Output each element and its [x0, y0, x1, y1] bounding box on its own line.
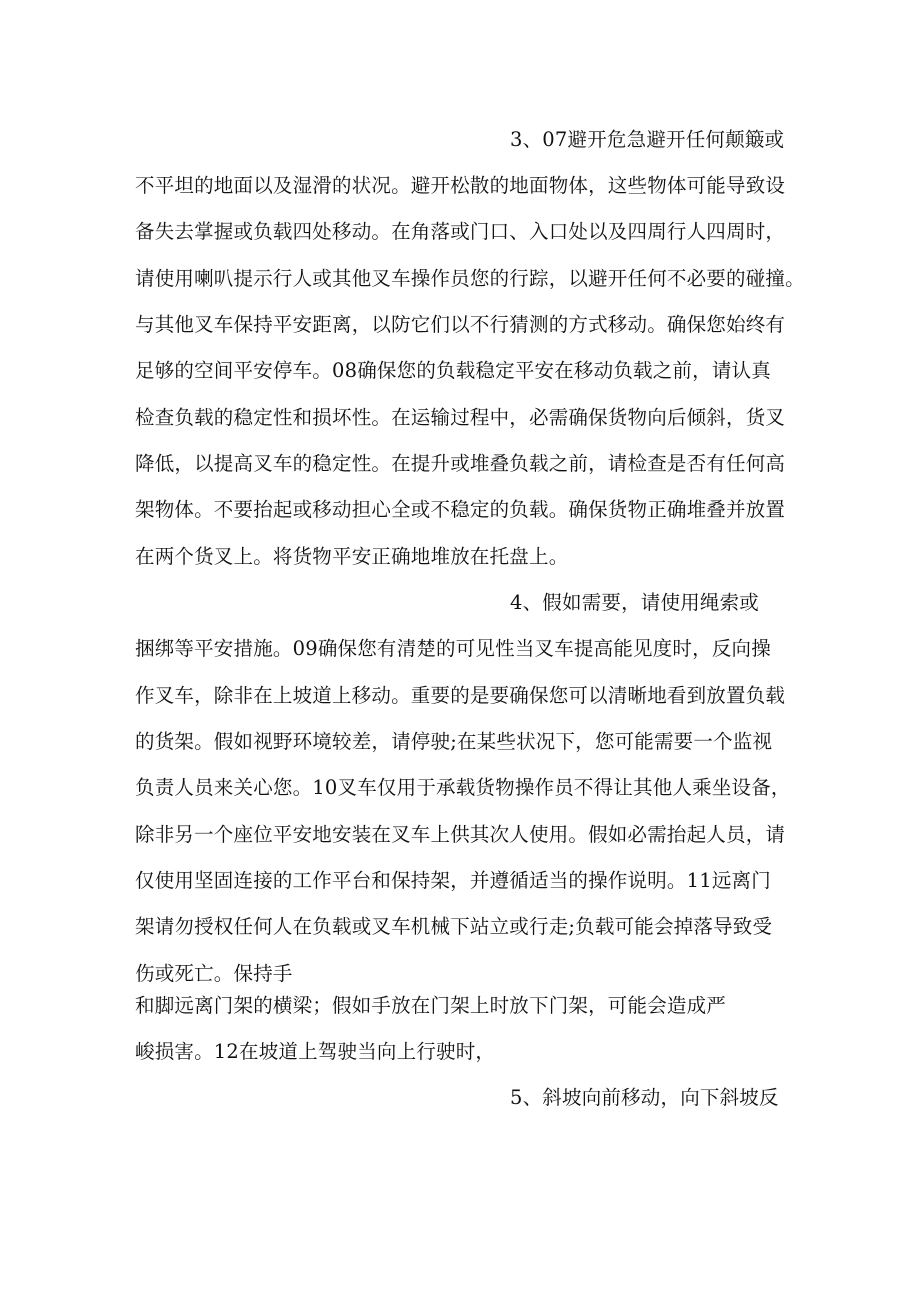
paragraph-line: 备失去掌握或负载四处移动。在角落或门口、入口处以及四周行人四周时，	[135, 220, 786, 243]
paragraph-line: 架请勿授权任何人在负载或叉车机械下站立或行走;负载可能会掉落导致受	[135, 915, 773, 938]
paragraph-line: 架物体。不要抬起或移动担心全或不稳定的负载。确保货物正确堆叠并放置	[135, 498, 786, 521]
paragraph-line: 除非另一个座位平安地安装在叉车上供其次人使用。假如必需抬起人员，请	[135, 823, 786, 846]
paragraph-line: 和脚远离门架的横梁；假如手放在门架上时放下门架，可能会造成严	[135, 994, 727, 1017]
paragraph-line: 伤或死亡。保持手	[135, 962, 293, 985]
paragraph-line: 足够的空间平安停车。08确保您的负载稳定平安在移动负载之前，请认真	[135, 359, 771, 382]
paragraph-line: 在两个货叉上。将货物平安正确地堆放在托盘上。	[135, 545, 569, 568]
paragraph-line: 捆绑等平安措施。09确保您有清楚的可见性当叉车提高能见度时，反向操	[135, 637, 771, 660]
paragraph-line: 检查负载的稳定性和损坏性。在运输过程中，必需确保货物向后倾斜，货叉	[135, 406, 786, 429]
paragraph-line: 仅使用坚固连接的工作平台和保持架，并遵循适当的操作说明。11远离门	[135, 869, 771, 892]
section-heading-4: 4、假如需要，请使用绳索或	[510, 591, 760, 614]
paragraph-line: 不平坦的地面以及湿滑的状况。避开松散的地面物体，这些物体可能导致设	[135, 174, 786, 197]
paragraph-line: 峻损害。12在坡道上驾驶当向上行驶时，	[135, 1040, 496, 1063]
paragraph-line: 的货架。假如视野环境较差，请停驶;在某些状况下，您可能需要一个监视	[135, 730, 773, 753]
section-heading-3: 3、07避开危急避开任何颠簸或	[510, 128, 785, 151]
section-heading-5: 5、斜坡向前移动，向下斜坡反	[510, 1086, 779, 1109]
paragraph-line: 请使用喇叭提示行人或其他叉车操作员您的行踪，以避开任何不必要的碰撞。	[135, 267, 805, 290]
paragraph-line: 与其他叉车保持平安距离，以防它们以不行猜测的方式移动。确保您始终有	[135, 313, 786, 336]
paragraph-line: 作叉车，除非在上坡道上移动。重要的是要确保您可以清晰地看到放置负载	[135, 684, 786, 707]
paragraph-line: 负责人员来关心您。10叉车仅用于承载货物操作员不得让其他人乘坐设备，	[135, 776, 791, 799]
paragraph-line: 降低，以提高叉车的稳定性。在提升或堆叠负载之前，请检查是否有任何高	[135, 452, 786, 475]
